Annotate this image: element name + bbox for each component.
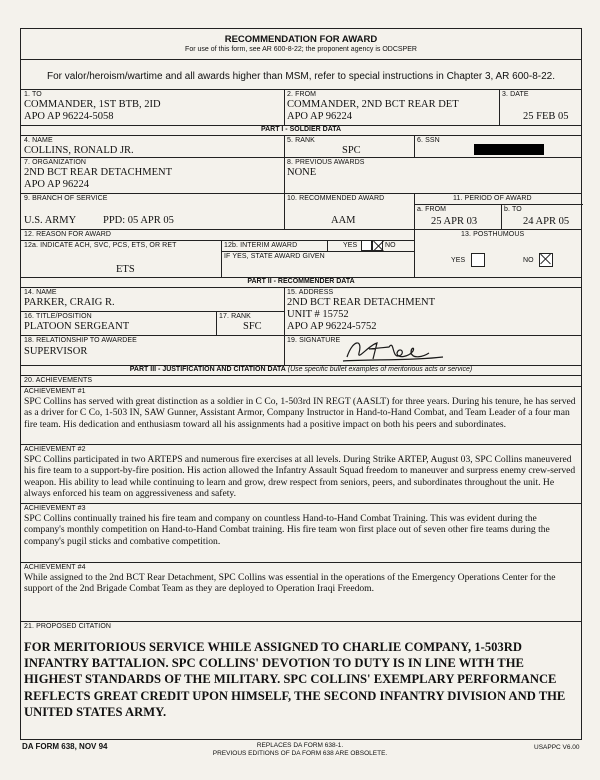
recommender-rank: SFC [243,321,262,332]
recommender-name: PARKER, CRAIG R. [24,297,115,308]
ppd-value: PPD: 05 APR 05 [103,215,174,226]
part-3-heading-row [21,366,581,373]
proposed-citation-label: 21. PROPOSED CITATION [24,623,112,630]
date-label: 3. DATE [502,91,529,98]
posthumous-no-label: NO [523,257,534,264]
interim-no-checkbox[interactable] [372,240,383,251]
address-line-3: APO AP 96224-5752 [287,321,377,332]
form-id: DA FORM 638, NOV 94 [22,742,108,751]
signature-label: 19. SIGNATURE [287,337,341,344]
branch-value: U.S. ARMY [24,215,77,226]
achievement-2-text: SPC Collins participated in two ARTEPS and numerous fire exercises at all levels. During Strike ARTEP, August 03, SPC Collins maneuvered his fire team to a support-by-fire position. His action allowed the Infantry Assault Squad freedom to maneuver and surpress enemy crew-served weapon. His ability to lead while continuing to learn and grow, drew respect from seniors, peers, and subordinates throughout the unit. He always enforced his team on aggressiveness and safety. [24,454,576,500]
posthumous-no-checkbox[interactable] [539,253,553,267]
relationship-value: SUPERVISOR [24,346,88,357]
reason-a-label: 12a. INDICATE ACH, SVC, PCS, ETS, OR RET [24,242,177,249]
award-form [20,28,582,740]
title-position-label: 16. TITLE/POSITION [24,313,92,320]
soldier-name-label: 4. NAME [24,137,53,144]
from-label: 2. FROM [287,91,317,98]
soldier-rank: SPC [342,145,361,156]
part-3-heading: PART III - JUSTIFICATION AND CITATION DATA [129,366,286,373]
to-line-1: COMMANDER, 1ST BTB, 2ID [24,99,161,110]
achievement-1-text: SPC Collins has served with great distinction as a soldier in C Co, 1-503rd IN REGT (AASLT) for three years. During his tenure, he has served as a driver for C Co, 1-503 IN, SAW Gunner, Assistant Armor, Company Instructor in Hand-to-Hand Combat, and Team Leader of a four man fire team. His dedication and enthusiasm toward all his assignments had a positive impact on both his peers and subordinates. [24,396,576,430]
part-1-heading: PART I - SOLDIER DATA [260,126,342,133]
achievement-3-label: ACHIEVEMENT #3 [24,505,86,512]
interim-yes-label: YES [343,242,358,249]
title-position: PLATOON SERGEANT [24,321,130,332]
achievement-1-label: ACHIEVEMENT #1 [24,388,86,395]
interim-yes-checkbox[interactable] [361,240,372,251]
achievement-3-text: SPC Collins continually trained his fire team and company on countless Hand-to-Hand Combat Training. This was evident during the company's monthly competition on Hand-to-Hand Combat training. His fire team won first place out of seven other fire teams during the company's pugil sticks and combative competition. [24,513,550,547]
form-version: USAPPC V6.00 [534,744,580,751]
ssn-redaction [474,144,544,155]
recommended-award-label: 10. RECOMMENDED AWARD [287,195,385,202]
achievements-label: 20. ACHIEVEMENTS [24,377,93,384]
achievement-4-label: ACHIEVEMENT #4 [24,564,86,571]
to-line-2: APO AP 96224-5058 [24,111,114,122]
organization-label: 7. ORGANIZATION [24,159,87,166]
period-to: 24 APR 05 [523,216,570,227]
achievement-2-label: ACHIEVEMENT #2 [24,446,86,453]
posthumous-yes-label: YES [451,257,466,264]
ssn-label: 6. SSN [417,137,440,144]
posthumous-label: 13. POSTHUMOUS [461,231,525,238]
period-from: 25 APR 03 [431,216,478,227]
previous-awards-label: 8. PREVIOUS AWARDS [287,159,365,166]
period-to-label: b. TO [504,206,522,213]
to-label: 1. TO [24,91,42,98]
soldier-name: COLLINS, RONALD JR. [24,145,134,156]
part-3-heading-note: (Use specific bullet examples of meritorious acts or service) [287,366,473,373]
form-title: RECOMMENDATION FOR AWARD [224,34,378,45]
reason-a-value: ETS [116,264,135,275]
form-subtitle: For use of this form, see AR 600-8-22; the proponent agency is ODCSPER [185,46,417,53]
address-line-2: UNIT # 15752 [287,309,349,320]
soldier-rank-label: 5. RANK [287,137,315,144]
interim-given-label: IF YES, STATE AWARD GIVEN [224,253,325,260]
from-line-2: APO AP 96224 [287,111,352,122]
address-label: 15. ADDRESS [287,289,334,296]
recommender-signature [339,335,449,365]
branch-label: 9. BRANCH OF SERVICE [24,195,108,202]
recommended-award: AAM [331,215,356,226]
interim-award-label: 12b. INTERIM AWARD [224,242,298,249]
proposed-citation-text: FOR MERITORIOUS SERVICE WHILE ASSIGNED TO CHARLIE COMPANY, 1-503RD INFANTRY BATTALION. SPC COLLINS' DEVOTION TO DUTY IS IN LINE WITH THE HIGHEST STANDARDS OF THE MILITARY. SPC COLLINS' EXEMPLARY PERFORMANCE REFLECTS GREAT CREDIT UPON HIMSELF, THE SECOND INFANTRY DIVISION AND THE UNITED STATES ARMY. [24,640,566,719]
interim-no-label: NO [385,242,396,249]
recommender-rank-label: 17. RANK [219,313,251,320]
period-from-label: a. FROM [417,206,447,213]
relationship-label: 18. RELATIONSHIP TO AWARDEE [24,337,137,344]
from-line-1: COMMANDER, 2ND BCT REAR DET [287,99,459,110]
special-instructions-notice: For valor/heroism/wartime and all awards higher than MSM, refer to special instructions in Chapter 3, AR 600-8-22. [46,71,555,82]
address-line-1: 2ND BCT REAR DETACHMENT [287,297,436,308]
date-value: 25 FEB 05 [523,111,569,122]
part-2-heading: PART II - RECOMMENDER DATA [247,278,355,285]
reason-label: 12. REASON FOR AWARD [24,231,112,238]
period-label: 11. PERIOD OF AWARD [453,195,532,202]
organization-line-2: APO AP 96224 [24,179,89,190]
organization-line-1: 2ND BCT REAR DETACHMENT [24,167,173,178]
previous-awards: NONE [287,167,317,178]
achievement-4-text: While assigned to the 2nd BCT Rear Detachment, SPC Collins was essential in the operations of the Emergency Operations Center for the support of the 2nd Brigade Combat Team as they are deployed to Operation Iraqi Freedom. [24,572,556,595]
recommender-name-label: 14. NAME [24,289,57,296]
posthumous-yes-checkbox[interactable] [471,253,485,267]
replaces-line-1: REPLACES DA FORM 638-1. [256,742,344,749]
replaces-line-2: PREVIOUS EDITIONS OF DA FORM 638 ARE OBSOLETE. [212,750,388,757]
